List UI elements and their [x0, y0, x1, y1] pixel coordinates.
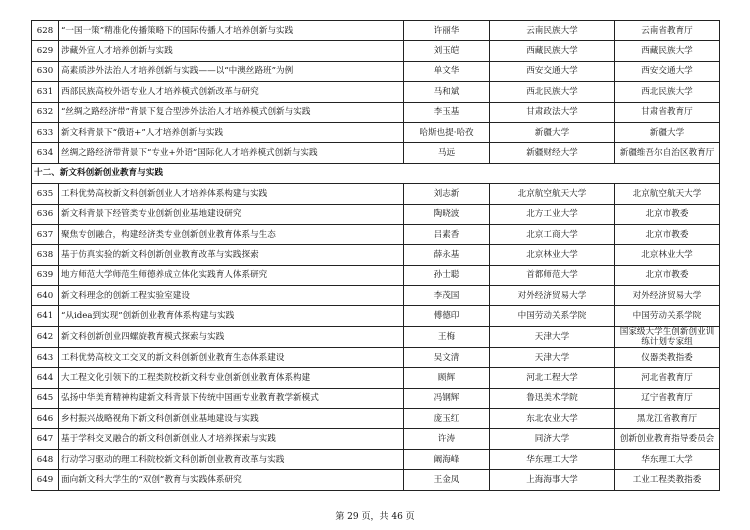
project-leader: 吴文清	[404, 347, 490, 367]
project-leader: 庞玉红	[404, 409, 490, 429]
rows-group-after-section	[32, 184, 720, 490]
row-number: 633	[32, 122, 59, 142]
project-title: 基于学科交叉融合的新文科创新创业人才培养探索与实践	[59, 429, 404, 449]
school-name: 同济大学	[490, 429, 615, 449]
project-title: 新文科创新创业四螺旋教育模式探索与实践	[59, 326, 404, 347]
school-name: 天津大学	[490, 326, 615, 347]
project-title: 基于仿真实验的新文科创新创业教育改革与实践探索	[59, 245, 404, 265]
project-title: 西部民族高校外语专业人才培养模式创新改革与研究	[59, 82, 404, 102]
recommending-unit: 北京市教委	[615, 224, 720, 244]
project-title: 聚焦专创融合，构建经济类专业创新创业教育体系与生态	[59, 224, 404, 244]
school-name: 甘肃政法大学	[490, 102, 615, 122]
recommending-unit: 西安交通大学	[615, 61, 720, 81]
project-leader: 马远	[404, 143, 490, 163]
recommending-unit: 北京航空航天大学	[615, 184, 720, 204]
recommending-unit: 北京市教委	[615, 265, 720, 285]
recommending-unit: 西北民族大学	[615, 82, 720, 102]
project-leader: 王金凤	[404, 470, 490, 490]
table-row	[32, 184, 720, 204]
project-title: 丝绸之路经济带背景下“专业+外语”国际化人才培养模式创新与实践	[59, 143, 404, 163]
table-row	[32, 265, 720, 285]
school-name: 北京林业大学	[490, 245, 615, 265]
project-title: 地方师范大学师范生师德养成立体化实践育人体系研究	[59, 265, 404, 285]
recommending-unit: 新疆维吾尔自治区教育厅	[615, 143, 720, 163]
table-row	[32, 449, 720, 469]
project-leader: 刘志新	[404, 184, 490, 204]
recommending-unit: 辽宁省教育厅	[615, 388, 720, 408]
project-title: “丝绸之路经济带”背景下复合型涉外法治人才培养模式创新与实践	[59, 102, 404, 122]
project-title: 工科优势高校新文科创新创业人才培养体系构建与实践	[59, 184, 404, 204]
table-row	[32, 204, 720, 224]
table-row	[32, 102, 720, 122]
school-name: 东北农业大学	[490, 409, 615, 429]
table-row	[32, 245, 720, 265]
row-number: 637	[32, 224, 59, 244]
table-row	[32, 82, 720, 102]
project-leader: 哈斯也提·哈孜	[404, 122, 490, 142]
row-number: 645	[32, 388, 59, 408]
row-number: 648	[32, 449, 59, 469]
row-number: 642	[32, 326, 59, 347]
project-leader: 刘玉皑	[404, 41, 490, 61]
row-number: 646	[32, 409, 59, 429]
project-leader: 薛永基	[404, 245, 490, 265]
row-number: 628	[32, 21, 59, 41]
project-title: 弘扬中华美育精神构建新文科背景下传统中国画专业教育教学新模式	[59, 388, 404, 408]
row-number: 636	[32, 204, 59, 224]
recommending-unit: 创新创业教育指导委员会	[615, 429, 720, 449]
project-leader: 傅德印	[404, 306, 490, 326]
rows-group-before-section	[32, 21, 720, 164]
project-leader: 李玉基	[404, 102, 490, 122]
project-leader: 单文华	[404, 61, 490, 81]
school-name: 天津大学	[490, 347, 615, 367]
school-name: 华东理工大学	[490, 449, 615, 469]
row-number: 649	[32, 470, 59, 490]
project-leader: 王梅	[404, 326, 490, 347]
recommending-unit: 华东理工大学	[615, 449, 720, 469]
project-leader: 马和斌	[404, 82, 490, 102]
table-row	[32, 21, 720, 41]
project-title: 行动学习驱动的理工科院校新文科创新创业教育改革与实践	[59, 449, 404, 469]
project-title: 乡村振兴战略视角下新文科创新创业基地建设与实践	[59, 409, 404, 429]
table-row	[32, 470, 720, 490]
row-number: 643	[32, 347, 59, 367]
school-name: 北京工商大学	[490, 224, 615, 244]
project-leader: 陶晓波	[404, 204, 490, 224]
school-name: 对外经济贸易大学	[490, 286, 615, 306]
row-number: 634	[32, 143, 59, 163]
project-leader: 阚海峰	[404, 449, 490, 469]
project-title: 面向新文科大学生的“双创”教育与实践体系研究	[59, 470, 404, 490]
recommending-unit: 中国劳动关系学院	[615, 306, 720, 326]
row-number: 638	[32, 245, 59, 265]
school-name: 云南民族大学	[490, 21, 615, 41]
recommending-unit: 仪器类教指委	[615, 347, 720, 367]
row-number: 647	[32, 429, 59, 449]
table-row	[32, 41, 720, 61]
school-name: 北京航空航天大学	[490, 184, 615, 204]
section-group	[32, 163, 720, 183]
table-row	[32, 347, 720, 367]
recommending-unit: 国家级大学生创新创业训练计划专家组	[615, 326, 720, 347]
recommending-unit: 北京市教委	[615, 204, 720, 224]
project-leader: 吕素香	[404, 224, 490, 244]
row-number: 629	[32, 41, 59, 61]
recommending-unit: 河北省教育厅	[615, 368, 720, 388]
project-title: 大工程文化引领下的工程类院校新文科专业创新创业教育体系构建	[59, 368, 404, 388]
table-row	[32, 61, 720, 81]
row-number: 640	[32, 286, 59, 306]
row-number: 630	[32, 61, 59, 81]
recommending-unit: 云南省教育厅	[615, 21, 720, 41]
recommending-unit: 对外经济贸易大学	[615, 286, 720, 306]
project-title: “一国一策”精准化传播策略下的国际传播人才培养创新与实践	[59, 21, 404, 41]
project-leader: 冯钢辉	[404, 388, 490, 408]
page-footer: 第 29 页，共 46 页	[335, 512, 415, 522]
project-leader: 许涛	[404, 429, 490, 449]
table-row	[32, 409, 720, 429]
table-row	[32, 306, 720, 326]
row-number: 644	[32, 368, 59, 388]
section-title: 十二、新文科创新创业教育与实践	[32, 163, 720, 183]
school-name: 中国劳动关系学院	[490, 306, 615, 326]
row-number: 635	[32, 184, 59, 204]
project-title: 高素质涉外法治人才培养创新与实践——以“中澳丝路班”为例	[59, 61, 404, 81]
school-name: 上海海事大学	[490, 470, 615, 490]
project-title: 新文科理念的创新工程实验室建设	[59, 286, 404, 306]
school-name: 北方工业大学	[490, 204, 615, 224]
project-title: 新文科背景下“俄语+”人才培养创新与实践	[59, 122, 404, 142]
table-row	[32, 429, 720, 449]
project-leader: 许丽华	[404, 21, 490, 41]
recommending-unit: 工业工程类教指委	[615, 470, 720, 490]
school-name: 河北工程大学	[490, 368, 615, 388]
table-row	[32, 368, 720, 388]
table-row	[32, 286, 720, 306]
recommending-unit: 北京林业大学	[615, 245, 720, 265]
section-header-row	[32, 163, 720, 183]
project-list-table	[31, 20, 720, 491]
table-row	[32, 122, 720, 142]
school-name: 鲁迅美术学院	[490, 388, 615, 408]
row-number: 631	[32, 82, 59, 102]
project-leader: 顾辉	[404, 368, 490, 388]
project-title: 工科优势高校文工交叉的新文科创新创业教育生态体系建设	[59, 347, 404, 367]
row-number: 632	[32, 102, 59, 122]
recommending-unit: 新疆大学	[615, 122, 720, 142]
project-title: 新文科背景下经管类专业创新创业基地建设研究	[59, 204, 404, 224]
school-name: 新疆财经大学	[490, 143, 615, 163]
school-name: 西藏民族大学	[490, 41, 615, 61]
recommending-unit: 甘肃省教育厅	[615, 102, 720, 122]
row-number: 641	[32, 306, 59, 326]
table-row	[32, 224, 720, 244]
recommending-unit: 西藏民族大学	[615, 41, 720, 61]
project-leader: 孙士聪	[404, 265, 490, 285]
table-row	[32, 388, 720, 408]
school-name: 首都师范大学	[490, 265, 615, 285]
table-row	[32, 326, 720, 347]
school-name: 新疆大学	[490, 122, 615, 142]
project-title: “从idea到实现”创新创业教育体系构建与实践	[59, 306, 404, 326]
recommending-unit: 黑龙江省教育厅	[615, 409, 720, 429]
school-name: 西北民族大学	[490, 82, 615, 102]
table-row	[32, 143, 720, 163]
project-title: 涉藏外宣人才培养创新与实践	[59, 41, 404, 61]
row-number: 639	[32, 265, 59, 285]
project-leader: 李茂国	[404, 286, 490, 306]
school-name: 西安交通大学	[490, 61, 615, 81]
